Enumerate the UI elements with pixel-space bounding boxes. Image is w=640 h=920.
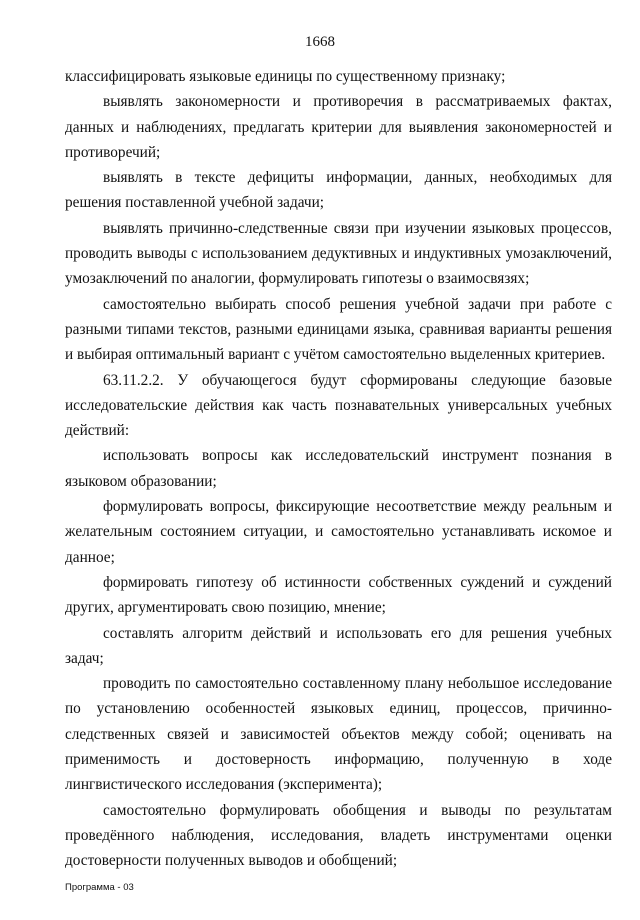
footer-label: Программа - 03 [65, 882, 134, 893]
paragraph-9: формировать гипотезу об истинности собственных суждений и суждений других, аргументировать свою позицию, мнение; [65, 573, 612, 617]
paragraph-2: выявлять закономерности и противоречия в рассматриваемых фактах, данных и наблюдениях, предлагать критерии для выявления закономерностей и противоречий; [65, 93, 612, 161]
document-body [65, 64, 612, 874]
paragraph-4: выявлять причинно-следственные связи при изучении языковых процессов, проводить выводы с использованием дедуктивных и индуктивных умозаключений, умозаключений по аналогии, формулировать гипотезы о взаимосвязях; [65, 219, 612, 288]
paragraph-7: использовать вопросы как исследовательский инструмент познания в языковом образовании; [65, 447, 612, 490]
paragraph-section-63-11-2-2: 63.11.2.2. У обучающегося будут сформированы следующие базовые исследовательские действия как часть познавательных универсальных учебных действий: [65, 371, 612, 440]
paragraph-3: выявлять в тексте дефициты информации, данных, необходимых для решения поставленной учебной задачи; [65, 169, 612, 212]
paragraph-11: проводить по самостоятельно составленному плану небольшое исследование по установлению особенностей языковых единиц, процессов, причинно-следственных связей и зависимостей объектов между собой; оценивать на применимость и достоверность информацию, полученную в ходе лингвистического исследования (эксперимента); [65, 675, 612, 794]
paragraph-12: самостоятельно формулировать обобщения и выводы по результатам проведённого наблюдения, исследования, владеть инструментами оценки достоверности полученных выводов и обобщений; [65, 801, 612, 870]
paragraph-8: формулировать вопросы, фиксирующие несоответствие между реальным и желательным состоянием ситуации, и самостоятельно устанавливать искомое и данное; [65, 498, 612, 566]
paragraph-1: классифицировать языковые единицы по существенному признаку; [65, 68, 506, 85]
paragraph-5: самостоятельно выбирать способ решения учебной задачи при работе с разными типами текстов, разными единицами языка, сравнивая варианты решения и выбирая оптимальный вариант с учётом самостоятельно выделенных критериев. [65, 295, 612, 364]
paragraph-10: составлять алгоритм действий и использовать его для решения учебных задач; [65, 624, 612, 667]
page-number: 1668 [305, 34, 335, 50]
